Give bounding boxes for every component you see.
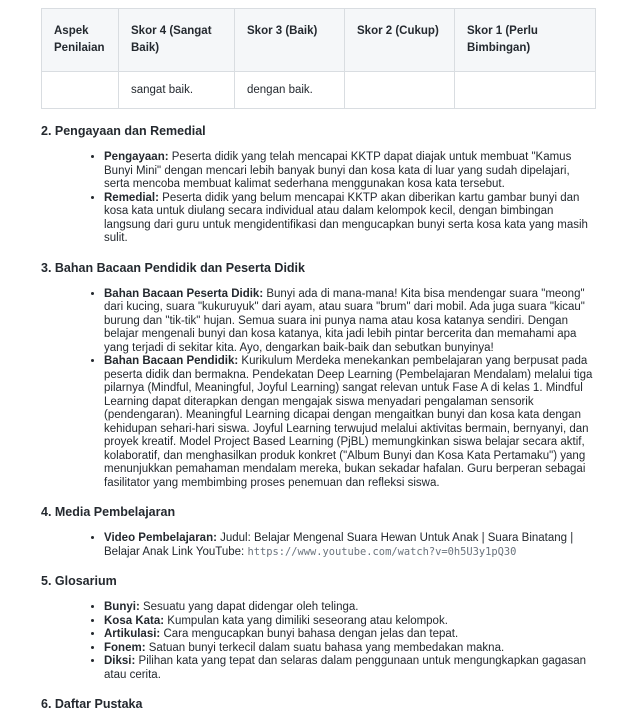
list-item [104,151,595,192]
bullet-label: Kosa Kata: [104,614,165,627]
list-item [104,355,595,490]
bullet-label: Bahan Bacaan Pendidik: [104,355,239,367]
section-media-pembelajaran [41,505,595,559]
section-heading: 6. Daftar Pustaka [41,697,143,708]
table-header-cell-skor1: Skor 1 (Perlu Bimbingan) [455,9,596,72]
table-header-cell-skor4: Skor 4 (Sangat Baik) [119,9,235,72]
bullet-text: Peserta didik yang belum mencapai KKTP akan diberikan kartu gambar bunyi dan kosa kata untuk diulang secara individual atau dalam kelompok kecil, dengan bimbingan langsung dari guru untuk mengidentifikasi dan mengucapkan bunyi serta kosa kata yang masih sulit. [104,191,588,244]
table-cell [455,72,596,109]
table-cell [42,72,119,109]
bullet-label: Fonem: [104,641,146,654]
bullet-label: Artikulasi: [104,628,161,640]
section-daftar-pustaka [41,697,595,708]
table-header-cell-aspek: Aspek Penilaian [42,9,119,72]
list-item [104,642,595,656]
bullet-text: Pilihan kata yang tepat dan selaras dalam penggunaan untuk mengungkapkan gagasan atau cerita. [104,655,587,681]
table-header-row [42,9,596,72]
rubric-table [41,8,596,109]
table-header-cell-skor2: Skor 2 (Cukup) [345,9,455,72]
table-header-cell-skor3: Skor 3 (Baik) [235,9,345,72]
section-heading: 4. Media Pembelajaran [41,505,176,519]
list-item [104,192,595,246]
bullet-list [41,532,595,559]
list-item [104,628,595,642]
bullet-label: Pengayaan: [104,151,169,163]
section-heading: 2. Pengayaan dan Remedial [41,124,206,138]
list-item [104,288,595,356]
bullet-text: Cara mengucapkan bunyi bahasa dengan jelas dan tepat. [160,628,459,640]
youtube-url-code: https://www.youtube.com/watch?v=0h5U3y1pQ30 [247,545,517,558]
table-row [42,72,596,109]
bullet-list [41,151,595,246]
section-glosarium [41,574,595,682]
table-cell [345,72,455,109]
bullet-label: Bahan Bacaan Peserta Didik: [104,287,264,300]
bullet-text: Satuan bunyi terkecil dalam suatu bahasa yang membedakan makna. [145,641,505,654]
table-cell: dengan baik. [235,72,345,109]
section-bahan-bacaan [41,261,595,491]
bullet-text: Bunyi ada di mana-mana! Kita bisa mendengar suara "meong" dari kucing, suara "kukuruyuk" dari ayam, atau suara "brum" dari mobil. Ada juga suara "kicau" burung dan "tik-tik" hujan. Semua suara ini punya nama atau kosa katanya sendiri. Dengan belajar mengenali bunyi dan kosa katanya, kita jadi lebih pintar bercerita dan memahami apa yang terjadi di sekitar kita. Ayo, dengarkan baik-baik dan sebutkan bunyinya! [104,287,585,354]
list-item [104,655,595,682]
list-item [104,615,595,629]
section-heading: 3. Bahan Bacaan Pendidik dan Peserta Didik [41,260,305,275]
list-item [104,601,595,615]
bullet-label: Video Pembelajaran: [104,532,217,544]
section-heading: 5. Glosarium [41,574,117,588]
bullet-label: Bunyi: [104,601,140,613]
bullet-text: Peserta didik yang telah mencapai KKTP dapat diajak untuk membuat "Kamus Bunyi Mini" dengan mencari lebih banyak bunyi dan kosa kata di luar yang sudah dipelajari, serta mencoba membuat kalimat sederhana menggunakan kosa kata tersebut. [104,151,572,190]
bullet-label: Diksi: [104,655,136,667]
bullet-text: Kumpulan kata yang dimiliki seseorang atau kelompok. [164,614,448,627]
section-pengayaan-remedial [41,124,595,246]
list-item [104,532,595,559]
bullet-list [41,288,595,491]
bullet-label: Remedial: [104,191,159,204]
bullet-text: Sesuatu yang dapat didengar oleh telinga. [139,601,359,613]
bullet-list [41,601,595,682]
table-cell: sangat baik. [119,72,235,109]
bullet-text: Kurikulum Merdeka menekankan pembelajaran yang berpusat pada peserta didik dan bermakna. Pendekatan Deep Learning (Pembelajaran Mendalam) melalui tiga pilarnya (Mindful, Meaningful, Joyful Learning) sangat relevan untuk Fase A di kelas 1. Mindful Learning dapat diterapkan dengan mengajak siswa menyadari pengalaman sensorik (pendengaran). Meaningful Learning dicapai dengan mengaitkan bunyi dan kosa kata dengan kehidupan sehari-hari siswa. Joyful Learning terwujud melalui aktivitas bermain, bernyanyi, dan proyek kreatif. Model Project Based Learning (PjBL) memungkinkan siswa belajar secara aktif, kolaboratif, dan menghasilkan produk konkret ("Album Bunyi dan Kosa Kata Pertamaku") yang menunjukkan pemahaman mendalam mereka, bukan sekadar hafalan. Guru berperan sebagai fasilitator yang membimbing proses penemuan dan refleksi siswa. [104,355,593,489]
bullet-text: Judul: Belajar Mengenal Suara Hewan Untuk Anak | Suara Binatang | Belajar Anak Link YouTube: [104,532,574,558]
